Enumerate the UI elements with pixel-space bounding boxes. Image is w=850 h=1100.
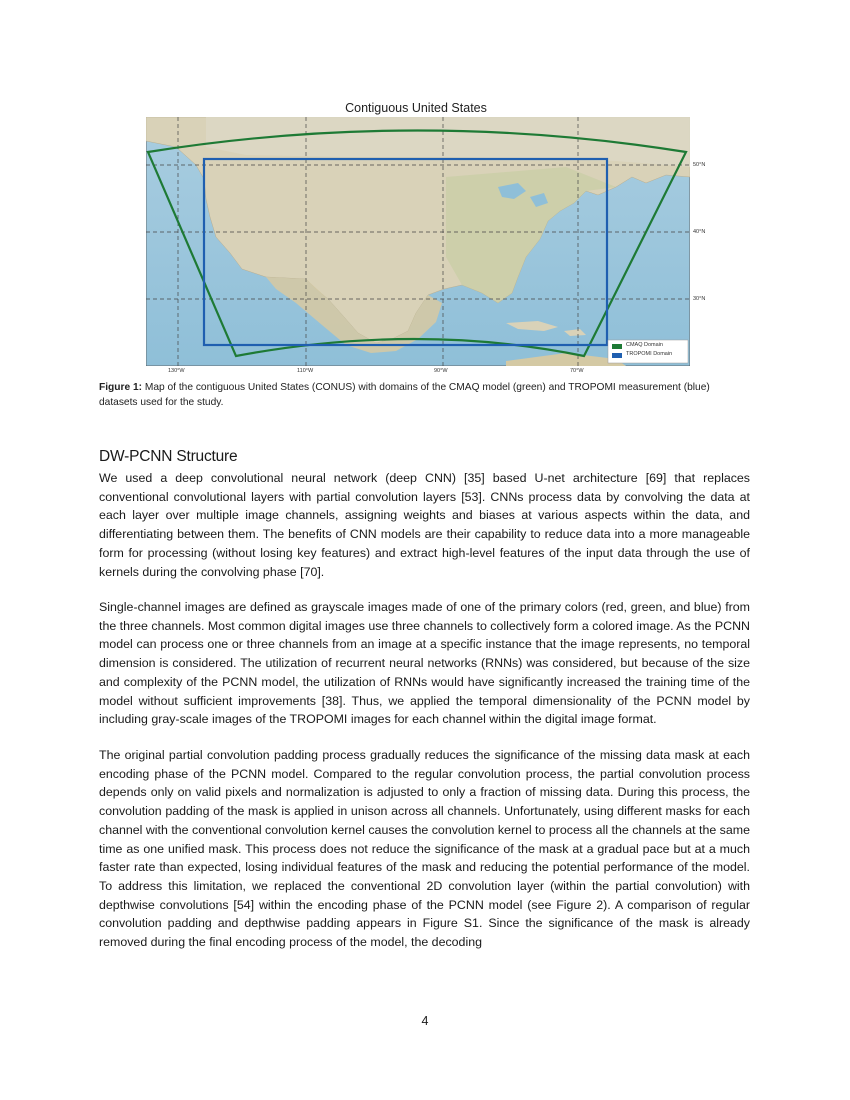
lon-tick-90w: 90°W xyxy=(434,368,448,374)
lat-tick-30n: 30°N xyxy=(693,296,706,302)
paragraph-3: The original partial convolution padding process gradually reduces the significance of the missing data mask at each encoding phase of the PCNN model. Compared to the regular convolution process, the partial convolution process depends only on valid pixels and normalization is adjusted to only a fraction of missing data. During this process, the convolution padding of the mask is applied in unison across all channels. Unfortunately, using different masks for each channel with the conventional convolution kernel causes the convolution kernel to process all the channels at the same time as one unified mask. This process does not reduce the significance of the mask at a gradual pace but at a much faster rate than expected, losing individual features of the mask and reducing the potential performance of the model. To address this limitation, we replaced the conventional 2D convolution layer (within the partial convolution) with depthwise convolutions [54] within the encoding phase of the PCNN model (see Figure 2). A comparison of regular convolution padding and depthwise padding appears in Figure S1. Since the significance of the mask is already removed during the final encoding process of the model, the decoding xyxy=(99,748,750,950)
paragraph-2: Single-channel images are defined as grayscale images made of one of the primary colors (red, green, and blue) from the three channels. Most common digital images use three channels to collectively form a colored image. As the PCNN model can process one or three channels from an image at a specific instance that the image represents, no temporal dimension is considered. The utilization of recurrent neural networks (RNNs) was considered, but because of the size and complexity of the PCNN model, the utilization of RNNs would have significantly increased the training time of the model without sufficient improvements [38]. Thus, we applied the temporal dimensionality of the PCNN model by including gray-scale images of the TROPOMI images for each channel within the digital image format. xyxy=(99,600,750,727)
section-heading: DW-PCNN Structure xyxy=(99,448,238,465)
figure-title: Contiguous United States xyxy=(345,101,487,115)
lat-tick-50n: 50°N xyxy=(693,162,706,168)
lat-tick-40n: 40°N xyxy=(693,229,706,235)
lon-tick-110w: 110°W xyxy=(297,368,314,374)
conus-map xyxy=(146,117,690,366)
legend-swatch-tropomi xyxy=(612,353,622,358)
caption-label: Figure 1: xyxy=(99,382,143,393)
page-number: 4 xyxy=(421,1014,429,1028)
lon-tick-70w: 70°W xyxy=(570,368,584,374)
caption-text: Map of the contiguous United States (CONUS) with domains of the CMAQ model (green) and TROPOMI measurement (blue) datasets used for the study. xyxy=(99,382,710,408)
figure-caption xyxy=(99,380,751,410)
legend-swatch-cmaq xyxy=(612,344,622,349)
paragraph-1: We used a deep convolutional neural network (deep CNN) [35] based U-net architecture [69] that replaces conventional convolutional layers with partial convolution layers [53]. CNNs process data by convolving the data at each layer over multiple image channels, assigning weights and biases at various aspects within the data, and differentiating between them. The benefits of CNN models are their capability to reduce data into a more manageable form for processing (without losing key features) and extract high-level features of the input data through the use of kernels during the convolving phase [70]. xyxy=(99,471,750,579)
legend-label-tropomi: TROPOMI Domain xyxy=(626,351,673,357)
legend-label-cmaq: CMAQ Domain xyxy=(626,342,663,348)
lon-tick-130w: 130°W xyxy=(168,368,185,374)
